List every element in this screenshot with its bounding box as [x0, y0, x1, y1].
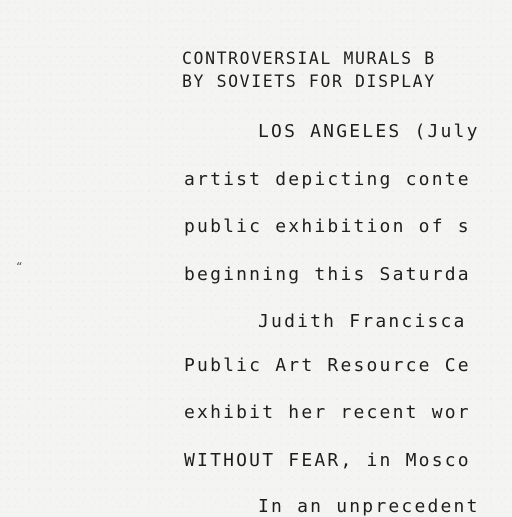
body-line-6: Public Art Resource Ce [184, 355, 471, 376]
body-line-2: artist depicting conte [184, 169, 471, 190]
body-line-3: public exhibition of s [184, 216, 471, 237]
body-line-4: beginning this Saturda [184, 264, 471, 285]
headline-line-2: BY SOVIETS FOR DISPLAY [182, 72, 436, 91]
body-line-8: WITHOUT FEAR, in Mosco [184, 450, 471, 471]
body-line-9: In an unprecedent [258, 496, 480, 517]
stray-quote-mark: “ [16, 260, 23, 274]
body-line-5: Judith Francisca [258, 311, 467, 332]
body-line-7: exhibit her recent wor [184, 402, 471, 423]
headline-line-1: CONTROVERSIAL MURALS B [182, 49, 436, 68]
body-line-1: LOS ANGELES (July [258, 121, 480, 142]
